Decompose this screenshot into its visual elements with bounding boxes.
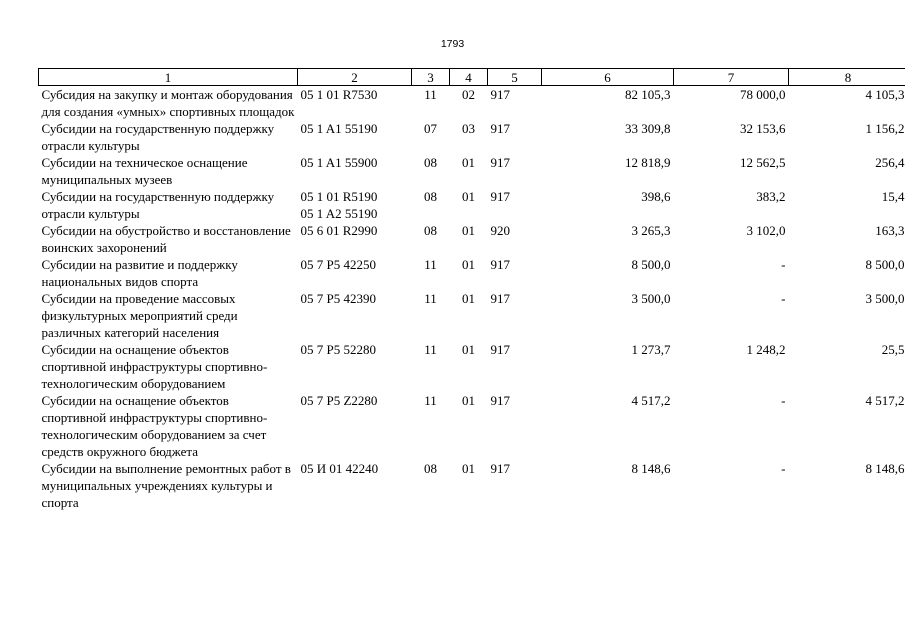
row-value-8-cell: 4 105,3 xyxy=(865,87,905,102)
row-value-8-cell: 8 148,6 xyxy=(865,461,905,476)
row-code-cell xyxy=(298,290,412,341)
row-code-cell xyxy=(298,86,412,121)
row-subsection-cell: 01 xyxy=(462,291,475,306)
row-value-6-cell: 8 148,6 xyxy=(631,461,671,476)
row-value-8-cell: 163,3 xyxy=(875,223,905,238)
row-code: 05 1 01 R5190 xyxy=(300,189,378,204)
row-name-cell: Субсидии на оснащение объектов спортивной инфраструктуры спортивно-технологическим оборудованием за счет средств окружного бюджета xyxy=(41,393,268,459)
row-code: 05 7 P5 42250 xyxy=(300,257,376,272)
table-row xyxy=(39,120,905,154)
row-name-cell: Субсидии на техническое оснащение муниципальных музеев xyxy=(41,155,248,187)
row-value-7-cell: 78 000,0 xyxy=(740,87,786,102)
row-value-7-cell: - xyxy=(781,461,786,476)
row-name-cell: Субсидии на обустройство и восстановление воинских захоронений xyxy=(41,223,291,255)
row-subsection-cell: 01 xyxy=(462,257,475,272)
row-admin-cell: 917 xyxy=(490,189,510,204)
row-code: 05 1 A2 55190 xyxy=(300,206,378,221)
subsidy-table xyxy=(38,68,905,511)
row-section-cell: 08 xyxy=(424,461,437,476)
column-header: 6 xyxy=(542,69,674,86)
row-section-cell: 08 xyxy=(424,223,437,238)
row-subsection-cell: 01 xyxy=(462,223,475,238)
row-section-cell: 11 xyxy=(424,257,437,272)
table-row xyxy=(39,392,905,460)
row-admin-cell: 917 xyxy=(490,393,510,408)
row-code: 05 7 P5 52280 xyxy=(300,342,376,357)
row-code-cell xyxy=(298,222,412,256)
row-value-6-cell: 3 265,3 xyxy=(631,223,671,238)
column-header: 2 xyxy=(298,69,412,86)
row-value-8-cell: 4 517,2 xyxy=(865,393,905,408)
row-value-6-cell: 1 273,7 xyxy=(631,342,671,357)
row-value-7-cell: - xyxy=(781,291,786,306)
row-section-cell: 11 xyxy=(424,342,437,357)
row-subsection-cell: 02 xyxy=(462,87,475,102)
row-name-cell: Субсидии на выполнение ремонтных работ в муниципальных учреждениях культуры и спорта xyxy=(41,461,291,510)
row-value-6-cell: 3 500,0 xyxy=(631,291,671,306)
row-value-6-cell: 398,6 xyxy=(641,189,671,204)
row-name-cell: Субсидии на государственную поддержку отрасли культуры xyxy=(41,189,275,221)
row-code: 05 1 01 R7530 xyxy=(300,87,378,102)
row-value-7-cell: - xyxy=(781,393,786,408)
row-name-cell: Субсидии на оснащение объектов спортивной инфраструктуры спортивно-технологическим оборудованием xyxy=(41,342,268,391)
page-number: 1793 xyxy=(440,38,465,50)
row-admin-cell: 917 xyxy=(490,291,510,306)
row-value-7-cell: 1 248,2 xyxy=(746,342,786,357)
row-value-7-cell: 12 562,5 xyxy=(740,155,786,170)
row-code: 05 1 A1 55190 xyxy=(300,121,378,136)
table-row xyxy=(39,290,905,341)
row-code: 05 1 A1 55900 xyxy=(300,155,378,170)
row-code: 05 7 P5 Z2280 xyxy=(300,393,378,408)
row-section-cell: 08 xyxy=(424,189,437,204)
table-row xyxy=(39,256,905,290)
row-subsection-cell: 01 xyxy=(462,393,475,408)
table-row xyxy=(39,460,905,511)
row-value-7-cell: - xyxy=(781,257,786,272)
row-code-cell xyxy=(298,188,412,222)
row-value-7-cell: 32 153,6 xyxy=(740,121,786,136)
row-value-8-cell: 25,5 xyxy=(881,342,905,357)
row-admin-cell: 920 xyxy=(490,223,510,238)
row-value-6-cell: 8 500,0 xyxy=(631,257,671,272)
row-name-cell: Субсидии на развитие и поддержку национальных видов спорта xyxy=(41,257,238,289)
row-value-8-cell: 256,4 xyxy=(875,155,905,170)
row-code-cell xyxy=(298,256,412,290)
row-code-cell xyxy=(298,460,412,511)
table-row xyxy=(39,86,905,121)
table-row xyxy=(39,188,905,222)
column-header: 7 xyxy=(674,69,789,86)
table-row xyxy=(39,341,905,392)
row-code-cell xyxy=(298,392,412,460)
row-section-cell: 07 xyxy=(424,121,437,136)
column-header: 4 xyxy=(450,69,488,86)
row-code: 05 6 01 R2990 xyxy=(300,223,378,238)
row-value-8-cell: 8 500,0 xyxy=(865,257,905,272)
row-value-6-cell: 82 105,3 xyxy=(625,87,671,102)
row-code: 05 7 P5 42390 xyxy=(300,291,376,306)
row-subsection-cell: 01 xyxy=(462,189,475,204)
row-code-cell xyxy=(298,154,412,188)
row-admin-cell: 917 xyxy=(490,257,510,272)
row-name-cell: Субсидии на проведение массовых физкультурных мероприятий среди различных категорий населения xyxy=(41,291,238,340)
row-value-8-cell: 15,4 xyxy=(881,189,905,204)
column-header: 8 xyxy=(789,69,905,86)
row-value-6-cell: 33 309,8 xyxy=(625,121,671,136)
row-value-7-cell: 3 102,0 xyxy=(746,223,786,238)
row-admin-cell: 917 xyxy=(490,461,510,476)
table-row xyxy=(39,154,905,188)
row-admin-cell: 917 xyxy=(490,155,510,170)
column-header: 5 xyxy=(488,69,542,86)
row-value-8-cell: 1 156,2 xyxy=(865,121,905,136)
row-value-7-cell: 383,2 xyxy=(756,189,786,204)
row-subsection-cell: 01 xyxy=(462,155,475,170)
row-code: 05 И 01 42240 xyxy=(300,461,379,476)
column-header: 1 xyxy=(39,69,298,86)
row-name-cell: Субсидии на государственную поддержку отрасли культуры xyxy=(41,121,275,153)
row-admin-cell: 917 xyxy=(490,87,510,102)
row-value-6-cell: 4 517,2 xyxy=(631,393,671,408)
row-admin-cell: 917 xyxy=(490,121,510,136)
row-section-cell: 11 xyxy=(424,87,437,102)
row-value-6-cell: 12 818,9 xyxy=(625,155,671,170)
row-subsection-cell: 01 xyxy=(462,461,475,476)
row-value-8-cell: 3 500,0 xyxy=(865,291,905,306)
row-code-cell xyxy=(298,341,412,392)
row-subsection-cell: 03 xyxy=(462,121,475,136)
header-row xyxy=(39,69,905,86)
row-section-cell: 11 xyxy=(424,393,437,408)
row-admin-cell: 917 xyxy=(490,342,510,357)
row-subsection-cell: 01 xyxy=(462,342,475,357)
row-name-cell: Субсидия на закупку и монтаж оборудования для создания «умных» спортивных площадок xyxy=(41,87,295,119)
table-row xyxy=(39,222,905,256)
row-section-cell: 11 xyxy=(424,291,437,306)
column-header: 3 xyxy=(412,69,450,86)
row-section-cell: 08 xyxy=(424,155,437,170)
row-code-cell xyxy=(298,120,412,154)
